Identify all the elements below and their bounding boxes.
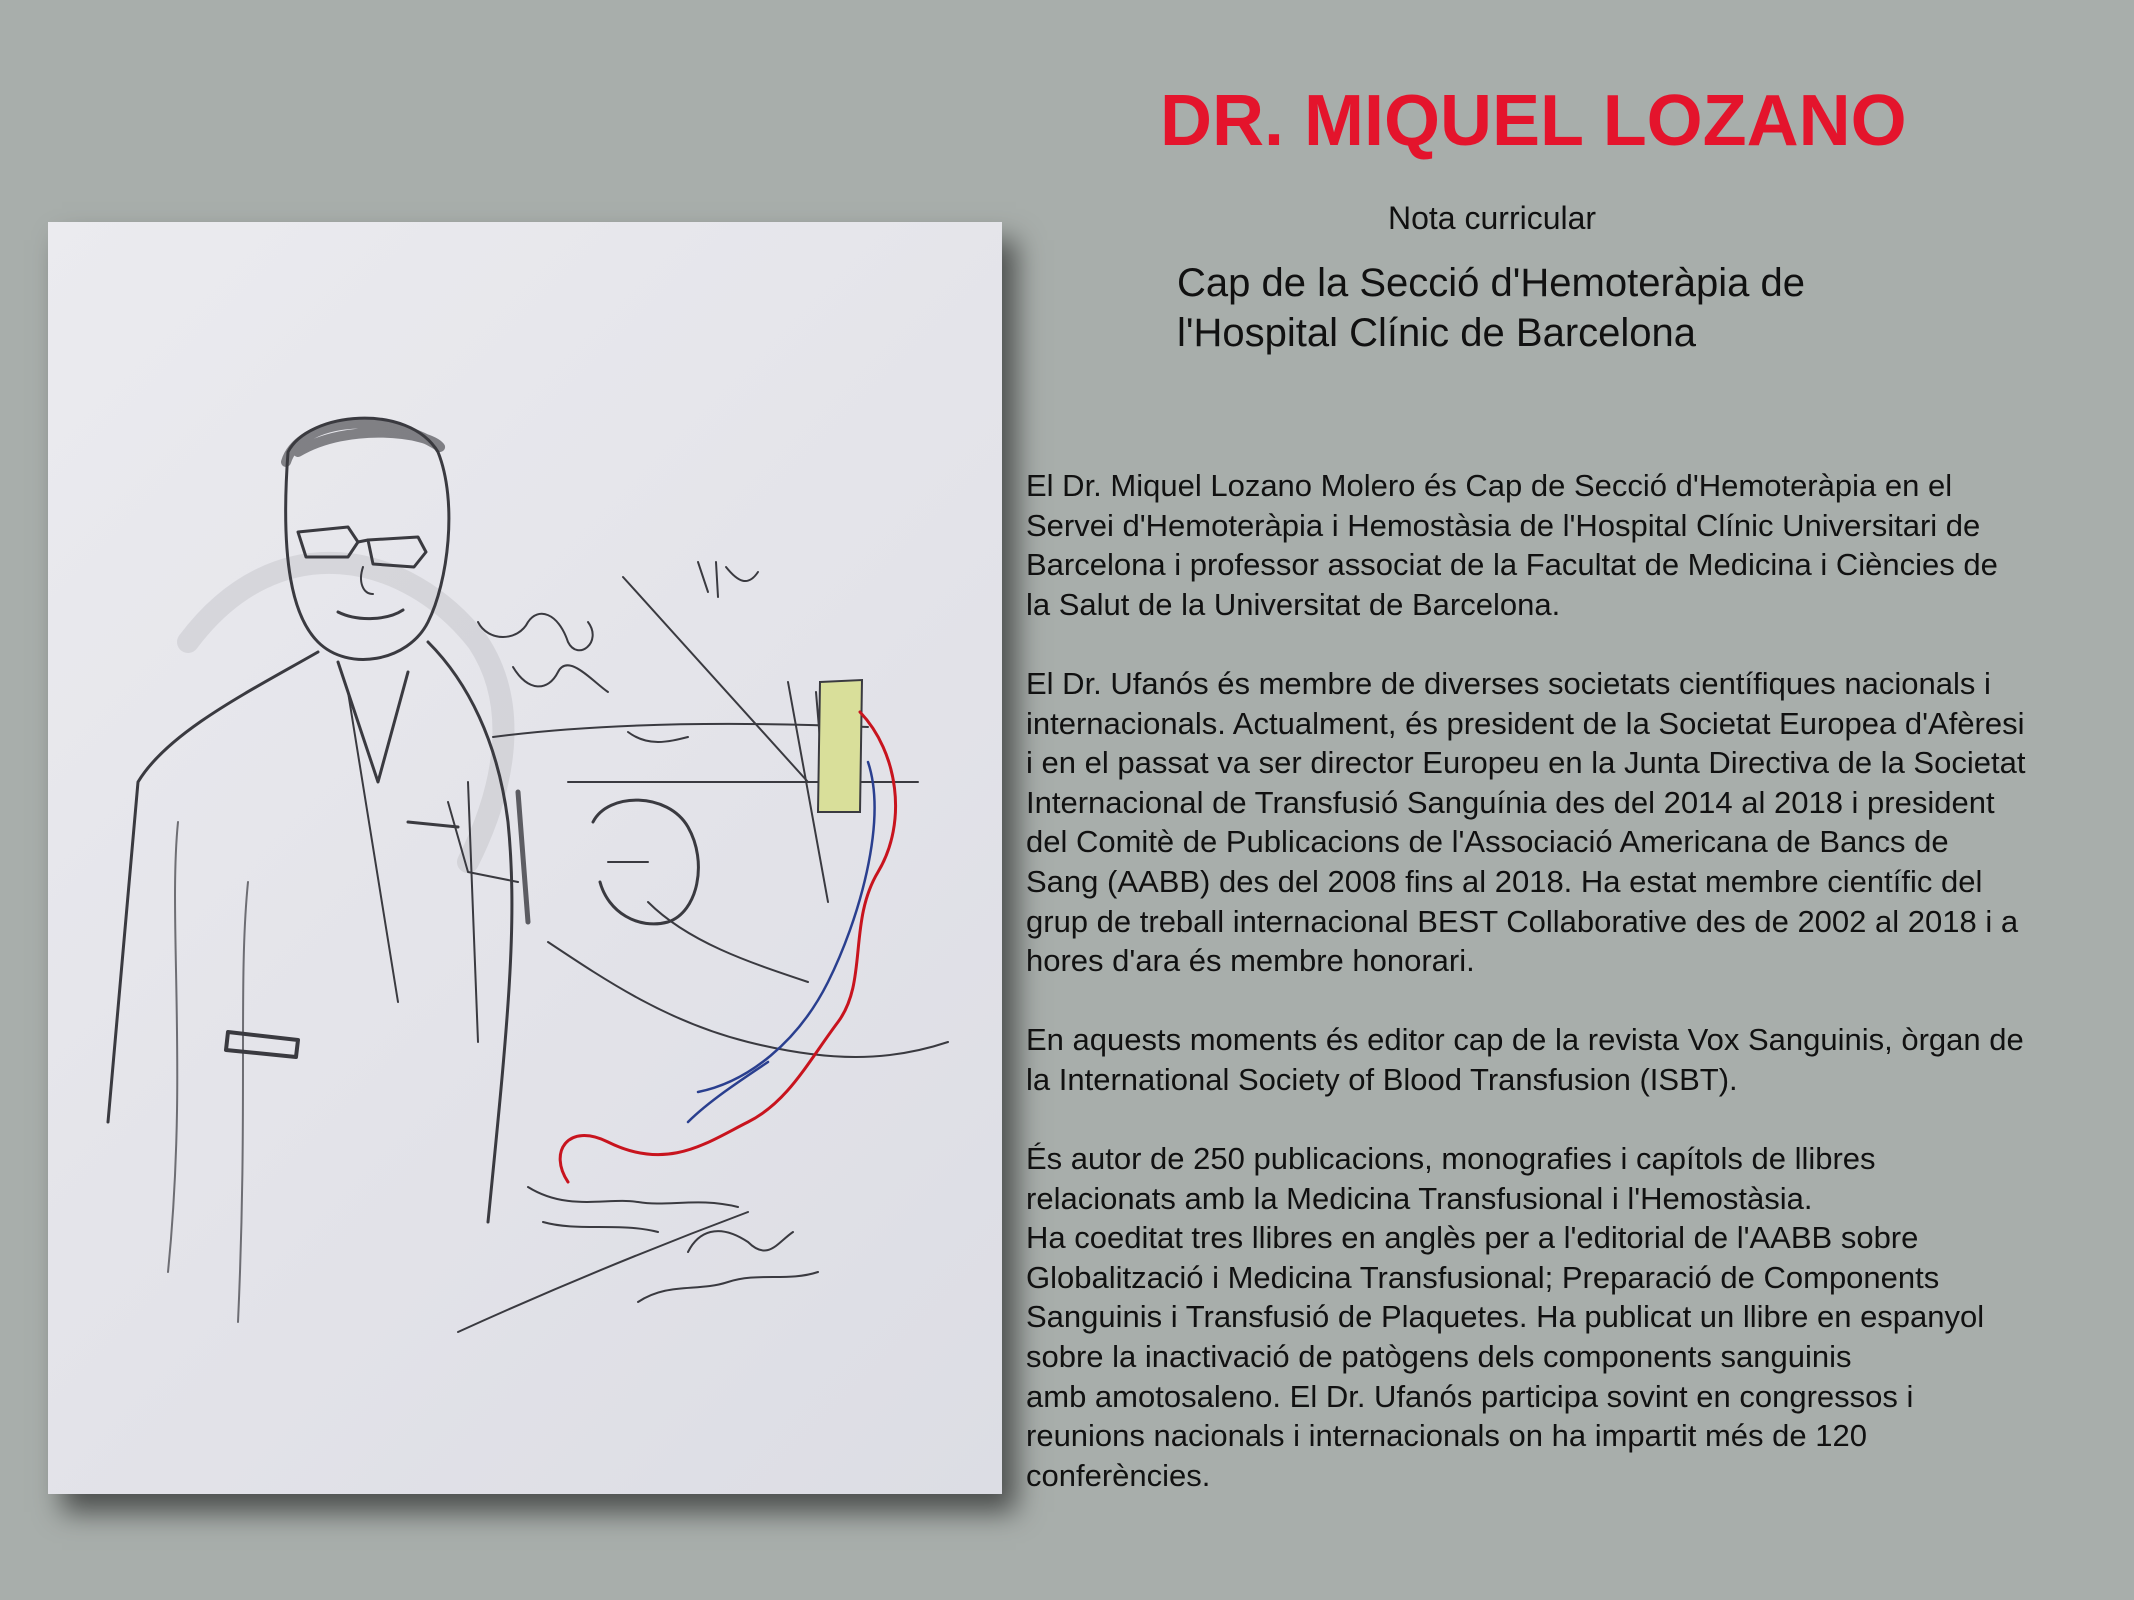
role-line: l'Hospital Clínic de Barcelona: [1177, 311, 1697, 355]
bio-line: En aquests moments és editor cap de la revista Vox Sanguinis, òrgan de: [1026, 1022, 2024, 1058]
bio-line: amb amotosaleno. El Dr. Ufanós participa sovint en congressos i: [1026, 1378, 1914, 1414]
bio-paragraph: [1026, 1139, 2126, 1495]
bio-text: [1026, 466, 2126, 1495]
bio-line: internacionals. Actualment, és president de la Societat Europea d'Afèresi: [1026, 705, 2025, 741]
bio-line: reunions nacionals i internacionals on ha impartit més de 120: [1026, 1418, 1867, 1454]
bio-line: El Dr. Ufanós és membre de diverses societats científiques nacionals i: [1026, 665, 1991, 701]
bio-line: relacionats amb la Medicina Transfusional i l'Hemostàsia.: [1026, 1180, 1813, 1216]
page-title: DR. MIQUEL LOZANO: [1160, 81, 1907, 161]
page-subtitle: Nota curricular: [1388, 200, 1597, 236]
bio-line: i en el passat va ser director Europeu en la Junta Directiva de la Societat: [1026, 745, 2026, 781]
role-line: Cap de la Secció d'Hemoteràpia de: [1177, 261, 1806, 305]
bio-line: Barcelona i professor associat de la Facultat de Medicina i Ciències de: [1026, 547, 1998, 583]
bio-line: conferències.: [1026, 1457, 1211, 1493]
bio-line: Globalització i Medicina Transfusional; Preparació de Components: [1026, 1259, 1940, 1295]
bio-paragraph: [1026, 466, 2126, 624]
bio-line: Sanguinis i Transfusió de Plaquetes. Ha publicat un llibre en espanyol: [1026, 1299, 1985, 1335]
bio-line: Servei d'Hemoteràpia i Hemostàsia de l'Hospital Clínic Universitari de: [1026, 507, 1981, 543]
role-heading: [1177, 258, 1805, 358]
portrait-sketch-image: [48, 222, 1002, 1494]
bio-line: El Dr. Miquel Lozano Molero és Cap de Secció d'Hemoteràpia en el: [1026, 468, 1953, 503]
bio-line: la International Society of Blood Transfusion (ISBT).: [1026, 1061, 1738, 1097]
bio-line: la Salut de la Universitat de Barcelona.: [1026, 586, 1561, 622]
bio-line: hores d'ara és membre honorari.: [1026, 943, 1475, 979]
bio-line: Ha coeditat tres llibres en anglès per a l'editorial de l'AABB sobre: [1026, 1220, 1919, 1256]
bio-line: És autor de 250 publicacions, monografies i capítols de llibres: [1026, 1141, 1876, 1177]
bio-paragraph: [1026, 664, 2126, 981]
bio-paragraph: [1026, 1020, 2126, 1099]
bio-line: Sang (AABB) des del 2008 fins al 2018. Ha estat membre científic del: [1026, 863, 1983, 899]
bio-line: del Comitè de Publicacions de l'Associació Americana de Bancs de: [1026, 824, 1949, 860]
bio-line: Internacional de Transfusió Sanguínia des del 2014 al 2018 i president: [1026, 784, 1995, 820]
bio-line: sobre la inactivació de patògens dels components sanguinis: [1026, 1339, 1852, 1375]
bio-line: grup de treball internacional BEST Collaborative des de 2002 al 2018 i a: [1026, 903, 2019, 939]
